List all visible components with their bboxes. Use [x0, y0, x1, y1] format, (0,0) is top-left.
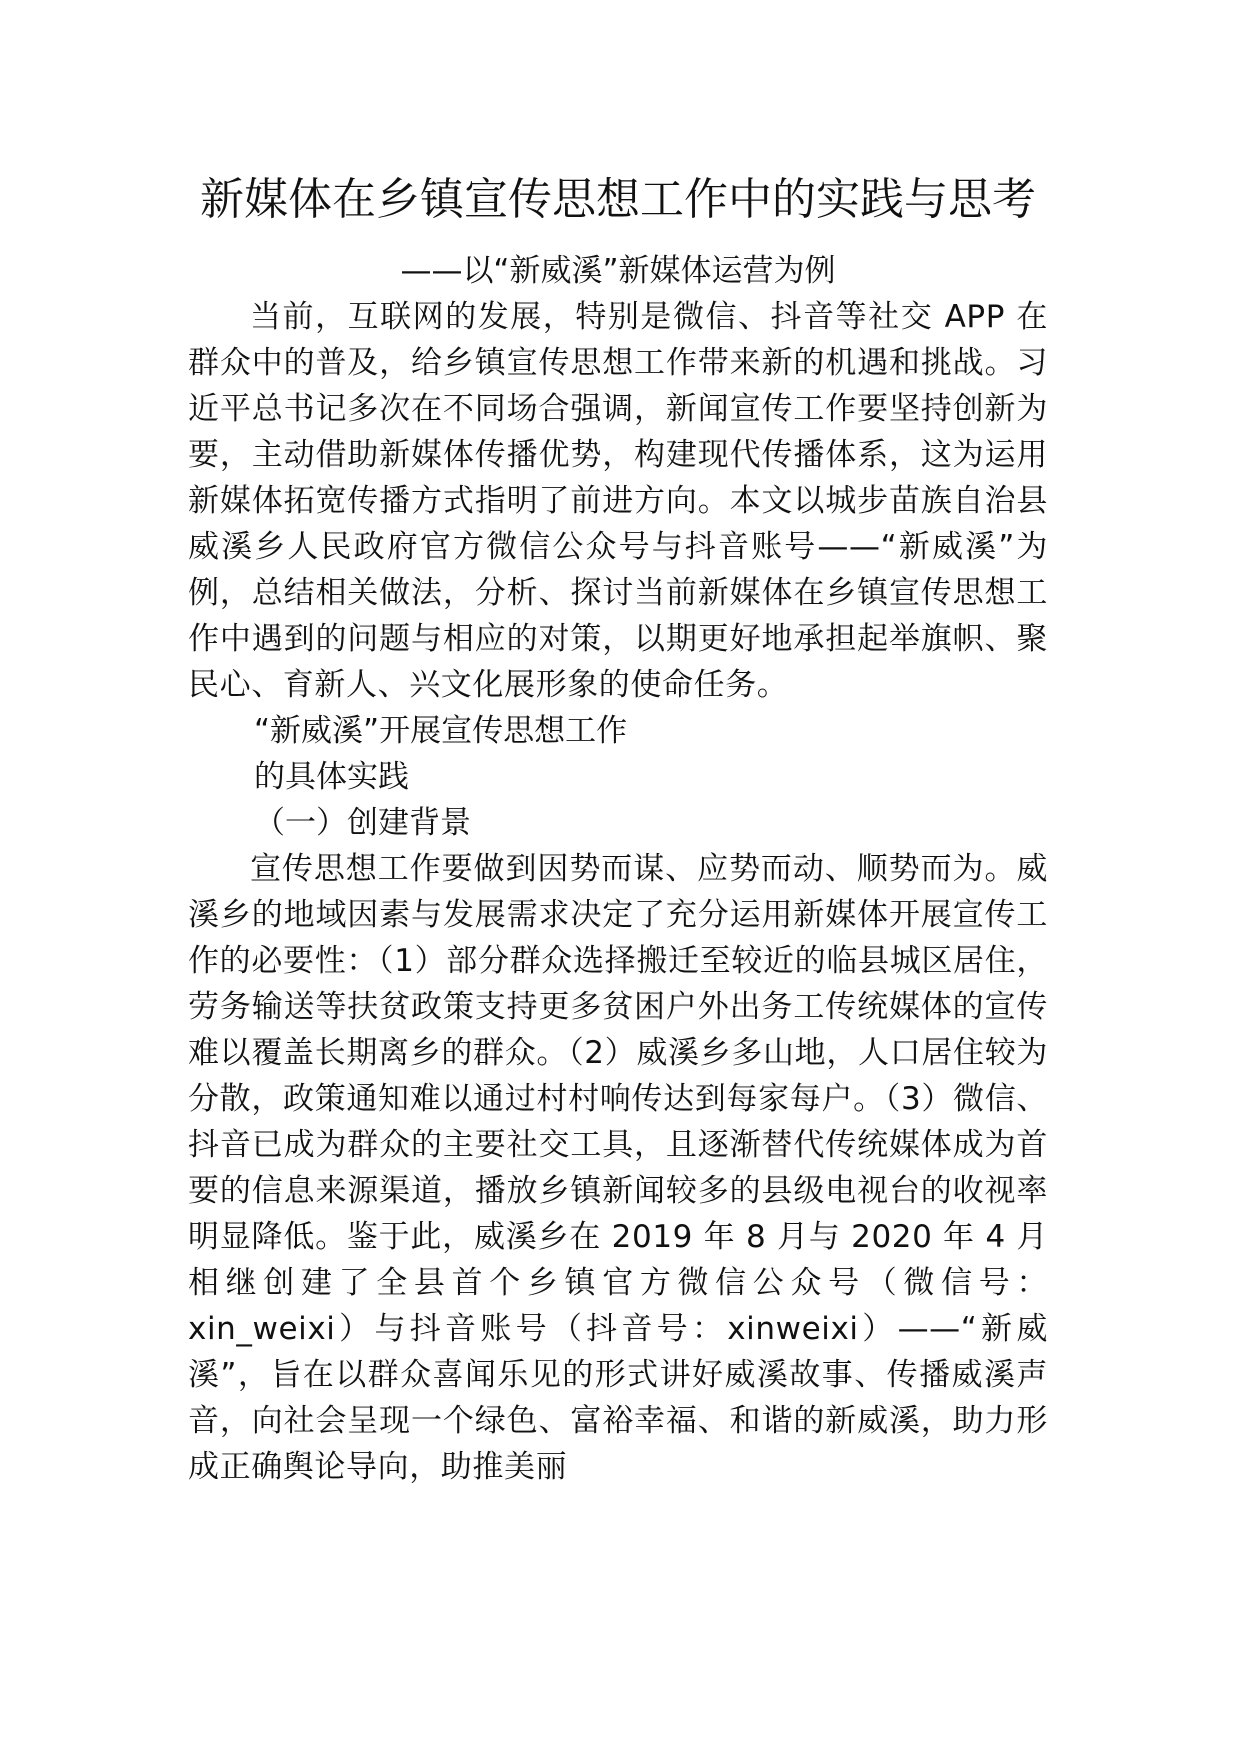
document-title: 新媒体在乡镇宣传思想工作中的实践与思考	[200, 174, 1036, 225]
document-page	[188, 160, 1048, 1490]
section-heading-line-2: 的具体实践	[254, 759, 409, 795]
subsection-heading: （一）创建背景	[254, 805, 471, 841]
intro-paragraph: 当前，互联网的发展，特别是微信、抖音等社交 APP 在群众中的普及，给乡镇宣传思想工作带来新的机遇和挑战。习近平总书记多次在不同场合强调，新闻宣传工作要坚持创新为要，主动借助新媒体传播优势，构建现代传播体系，这为运用新媒体拓宽传播方式指明了前进方向。本文以城步苗族自治县威溪乡人民政府官方微信公众号与抖音账号——“新威溪”为例，总结相关做法，分析、探讨当前新媒体在乡镇宣传思想工作中遇到的问题与相应的对策，以期更好地承担起举旗帜、聚民心、育新人、兴文化展形象的使命任务。	[188, 299, 1048, 703]
section-heading-line-1: “新威溪”开展宣传思想工作	[254, 713, 628, 749]
body-paragraph: 宣传思想工作要做到因势而谋、应势而动、顺势而为。威溪乡的地域因素与发展需求决定了充分运用新媒体开展宣传工作的必要性：（1）部分群众选择搬迁至较近的临县城区居住，劳务输送等扶贫政策支持更多贫困户外出务工传统媒体的宣传难以覆盖长期离乡的群众。（2）威溪乡多山地，人口居住较为分散，政策通知难以通过村村响传达到每家每户。（3）微信、抖音已成为群众的主要社交工具，且逐渐替代传统媒体成为首要的信息来源渠道，播放乡镇新闻较多的县级电视台的收视率明显降低。鉴于此，威溪乡在 2019 年 8 月与 2020 年 4 月相继创建了全县首个乡镇官方微信公众号（微信号：xin_weixi）与抖音账号（抖音号：xinweixi）——“新威溪”，旨在以群众喜闻乐见的形式讲好威溪故事、传播威溪声音，向社会呈现一个绿色、富裕幸福、和谐的新威溪，助力形成正确舆论导向，助推美丽	[188, 851, 1048, 1485]
document-subtitle: ——以“新威溪”新媒体运营为例	[400, 253, 836, 289]
